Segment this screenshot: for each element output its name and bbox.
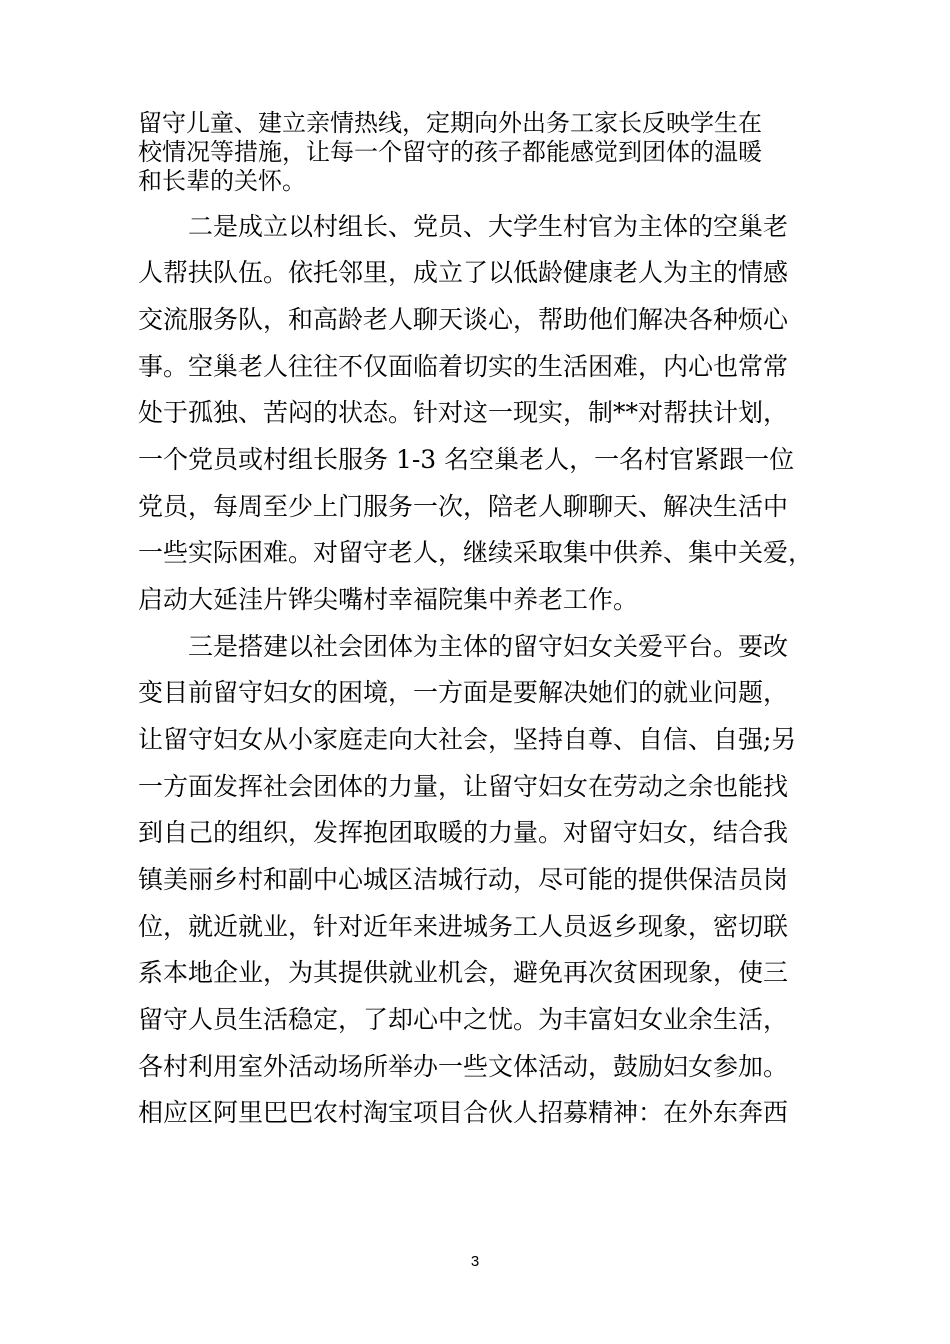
text-line: 校情况等措施，让每一个留守的孩子都能感觉到团体的温暖	[138, 138, 762, 166]
text-line: 党员，每周至少上门服务一次，陪老人聊聊天、解决生活中	[138, 492, 789, 521]
text-line: 处于孤独、苦闷的状态。针对这一现实，制**对帮扶计划，	[138, 398, 789, 427]
text-line: 留守人员生活稳定，了却心中之忧。为丰富妇女业余生活，	[138, 1005, 789, 1034]
text-line: 位，就近就业，针对近年来进城务工人员返乡现象，密切联	[138, 912, 789, 941]
text-line: 人帮扶队伍。依托邻里，成立了以低龄健康老人为主的情感	[138, 258, 789, 287]
text-line: 各村利用室外活动场所举办一些文体活动，鼓励妇女参加。	[138, 1052, 789, 1081]
text-line: 让留守妇女从小家庭走向大社会，坚持自尊、自信、自强;另	[138, 725, 797, 754]
page-number: 3	[470, 1253, 480, 1270]
text-line: 留守儿童、建立亲情热线，定期向外出务工家长反映学生在	[138, 109, 762, 137]
text-line: 和长辈的关怀。	[138, 167, 306, 195]
text-line: 一个党员或村组长服务 1-3 名空巢老人，一名村官紧跟一位	[138, 445, 795, 474]
text-line: 三是搭建以社会团体为主体的留守妇女关爱平台。要改	[138, 632, 789, 661]
text-line: 一方面发挥社会团体的力量，让留守妇女在劳动之余也能找	[138, 772, 789, 801]
text-line: 启动大延洼片铧尖嘴村幸福院集中养老工作。	[138, 585, 639, 614]
text-line: 到自己的组织，发挥抱团取暖的力量。对留守妇女，结合我	[138, 818, 789, 847]
text-line: 一些实际困难。对留守老人，继续采取集中供养、集中关爱，	[138, 538, 814, 567]
text-line: 事。空巢老人往往不仅面临着切实的生活困难，内心也常常	[138, 352, 789, 381]
text-line: 镇美丽乡村和副中心城区洁城行动，尽可能的提供保洁员岗	[138, 865, 789, 894]
text-line: 二是成立以村组长、党员、大学生村官为主体的空巢老	[138, 212, 789, 241]
text-line: 相应区阿里巴巴农村淘宝项目合伙人招募精神：在外东奔西	[138, 1098, 789, 1127]
text-line: 系本地企业，为其提供就业机会，避免再次贫困现象，使三	[138, 958, 789, 987]
text-line: 变目前留守妇女的困境，一方面是要解决她们的就业问题，	[138, 678, 789, 707]
text-line: 交流服务队，和高龄老人聊天谈心，帮助他们解决各种烦心	[138, 305, 789, 334]
